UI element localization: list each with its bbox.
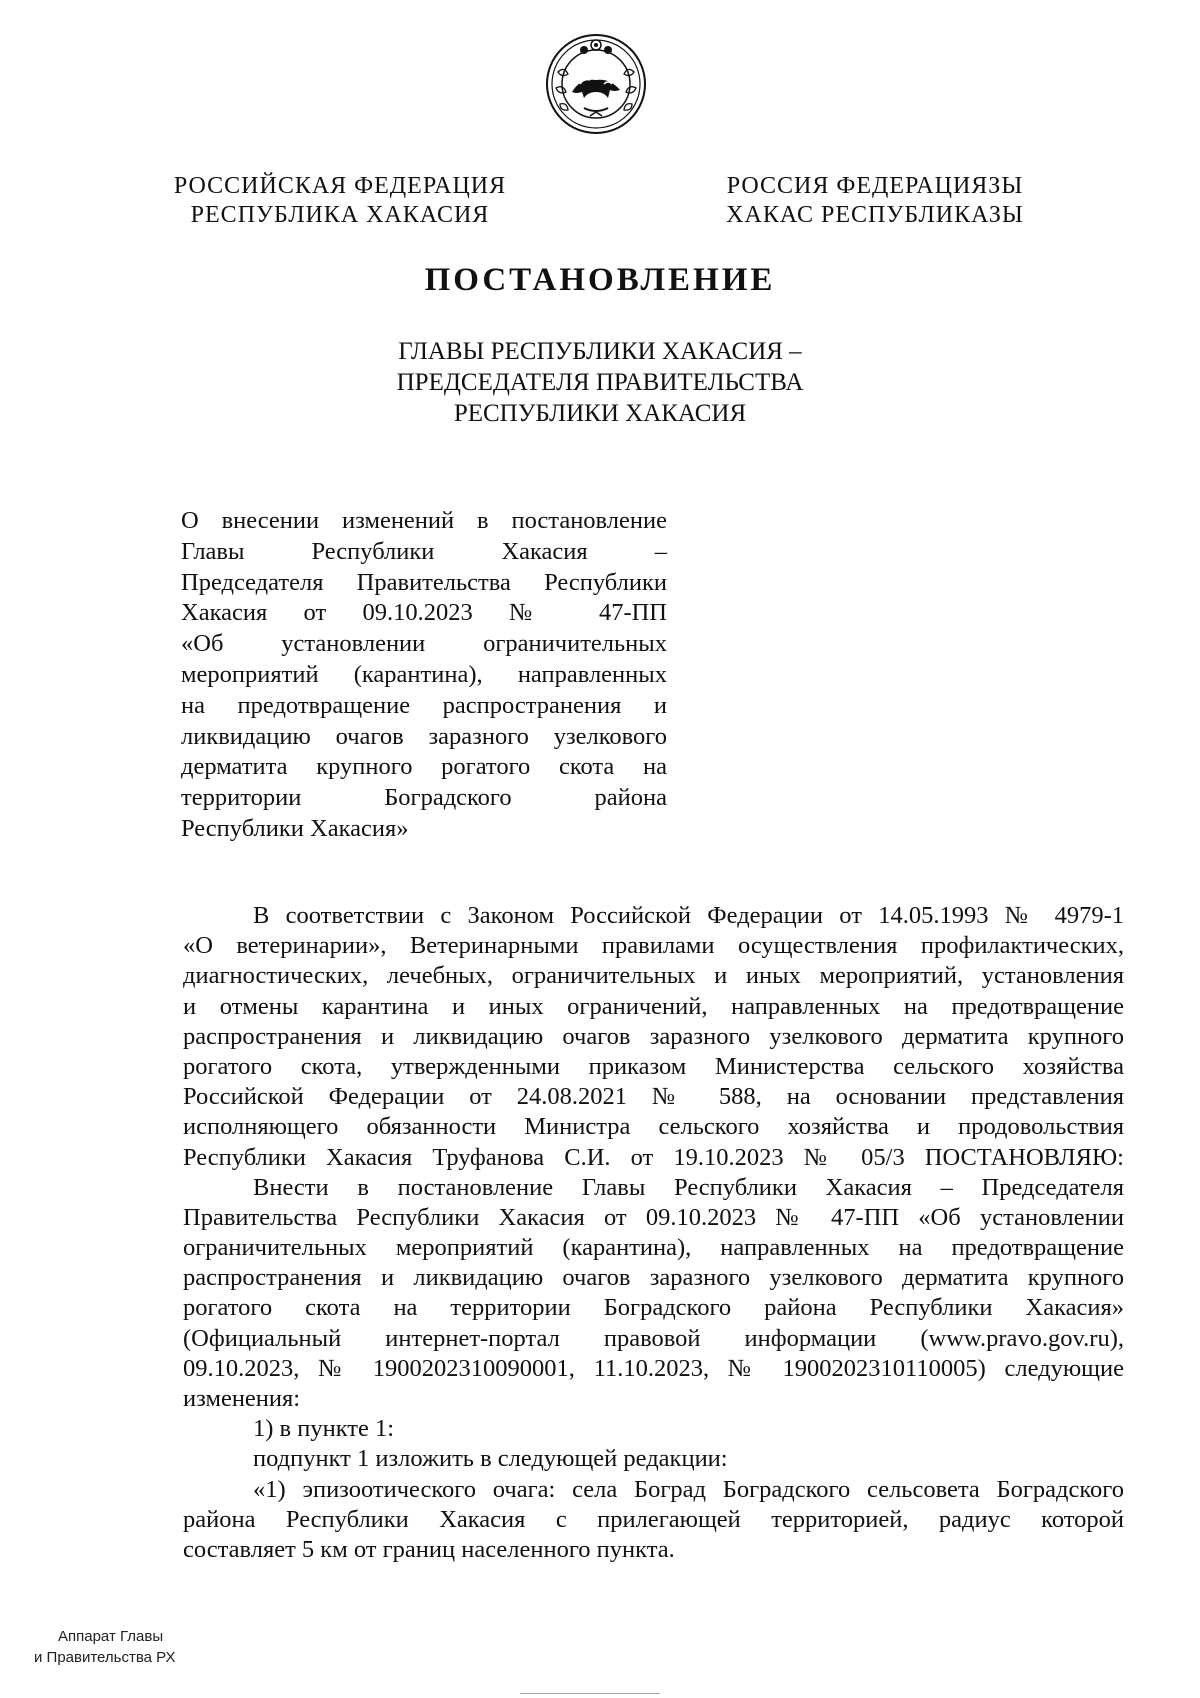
body-line: ограничительных мероприятий (карантина), направленных на предотвращение xyxy=(183,1234,1124,1262)
header-left-line-2: РЕСПУБЛИКА ХАКАСИЯ xyxy=(190,202,490,228)
body-line: распространения и ликвидацию очагов заразного узелкового дерматита крупного xyxy=(183,1264,1124,1292)
body-text xyxy=(183,901,1124,1565)
body-line: исполняющего обязанности Министра сельского хозяйства и продовольствия xyxy=(183,1113,1124,1141)
issuer-line: ГЛАВЫ РЕСПУБЛИКИ ХАКАСИЯ – xyxy=(398,338,802,365)
body-line: рогатого скота на территории Боградского района Республики Хакасия» xyxy=(183,1294,1124,1322)
body-line: Правительства Республики Хакасия от 09.10.2023 № 47-ПП «Об установлении xyxy=(183,1203,1124,1231)
body-line: рогатого скота, утвержденными приказом Министерства сельского хозяйства xyxy=(183,1052,1124,1080)
subject-line: мероприятий (карантина), направленных xyxy=(181,660,667,688)
subject-line: О внесении изменений в постановление xyxy=(181,507,667,534)
body-line: 09.10.2023, № 1900202310090001, 11.10.2023, № 1900202310110005) следующие xyxy=(183,1354,1124,1382)
body-line: В соответствии с Законом Российской Федерации от 14.05.1993 № 4979-1 xyxy=(253,902,1124,929)
issuer-line: ПРЕДСЕДАТЕЛЯ ПРАВИТЕЛЬСТВА xyxy=(396,369,804,396)
stamp-line: и Правительства РХ xyxy=(34,1649,176,1666)
body-line: Внести в постановление Главы Республики Хакасия – Председателя xyxy=(253,1173,1124,1201)
subject-line: Республики Хакасия» xyxy=(181,814,409,842)
header-left-block xyxy=(150,172,530,230)
body-line: составляет 5 км от границ населенного пункта. xyxy=(183,1535,675,1563)
subject-line: дерматита крупного рогатого скота на xyxy=(181,753,667,781)
subject-line: на предотвращение распространения и xyxy=(181,691,667,719)
document-type-title: ПОСТАНОВЛЕНИЕ xyxy=(424,262,776,298)
body-line: (Официальный интернет-портал правовой информации (www.pravo.gov.ru), xyxy=(183,1324,1124,1352)
body-line: изменения: xyxy=(183,1385,301,1412)
subject-line: территории Боградского района xyxy=(181,784,667,812)
body-line: и отмены карантина и иных ограничений, направленных на предотвращение xyxy=(183,992,1124,1020)
body-line: распространения и ликвидацию очагов заразного узелкового дерматита крупного xyxy=(183,1022,1124,1050)
body-line: подпункт 1 изложить в следующей редакции: xyxy=(253,1445,728,1473)
header-right-block xyxy=(690,172,1060,230)
issuer-line: РЕСПУБЛИКИ ХАКАСИЯ xyxy=(453,400,747,427)
subject-line: Председателя Правительства Республики xyxy=(181,568,667,596)
subject-line: Главы Республики Хакасия – xyxy=(181,537,667,565)
scan-edge-line xyxy=(520,1693,660,1694)
subject-block xyxy=(181,506,667,845)
body-line: «О ветеринарии», Ветеринарными правилами осуществления профилактических, xyxy=(183,932,1124,960)
header-left-line-1: РОССИЙСКАЯ ФЕДЕРАЦИЯ xyxy=(173,173,507,199)
stamp-line: Аппарат Главы xyxy=(58,1628,164,1645)
header-right-line-2: ХАКАС РЕСПУБЛИКАЗЫ xyxy=(726,202,1024,228)
registry-stamp xyxy=(34,1626,176,1668)
subject-line: «Об установлении ограничительных xyxy=(181,630,667,658)
body-line: «1) эпизоотического очага: села Боград Боградского сельсовета Боградского xyxy=(253,1475,1124,1503)
header-right-line-1: РОССИЯ ФЕДЕРАЦИЯЗЫ xyxy=(726,173,1024,199)
subject-line: ликвидацию очагов заразного узелкового xyxy=(181,722,667,750)
body-line: Республики Хакасия Труфанова С.И. от 19.10.2023 № 05/3 ПОСТАНОВЛЯЮ: xyxy=(183,1143,1124,1171)
body-line: 1) в пункте 1: xyxy=(253,1415,395,1443)
body-line: Российской Федерации от 24.08.2021 № 588, на основании представления xyxy=(183,1083,1124,1111)
issuer-block xyxy=(300,336,900,429)
coat-of-arms-emblem xyxy=(544,32,648,136)
body-line: района Республики Хакасия с прилегающей территорией, радиус которой xyxy=(183,1505,1124,1533)
subject-line: Хакасия от 09.10.2023 № 47-ПП xyxy=(181,599,667,627)
body-line: диагностических, лечебных, ограничительных и иных мероприятий, установления xyxy=(183,962,1124,990)
